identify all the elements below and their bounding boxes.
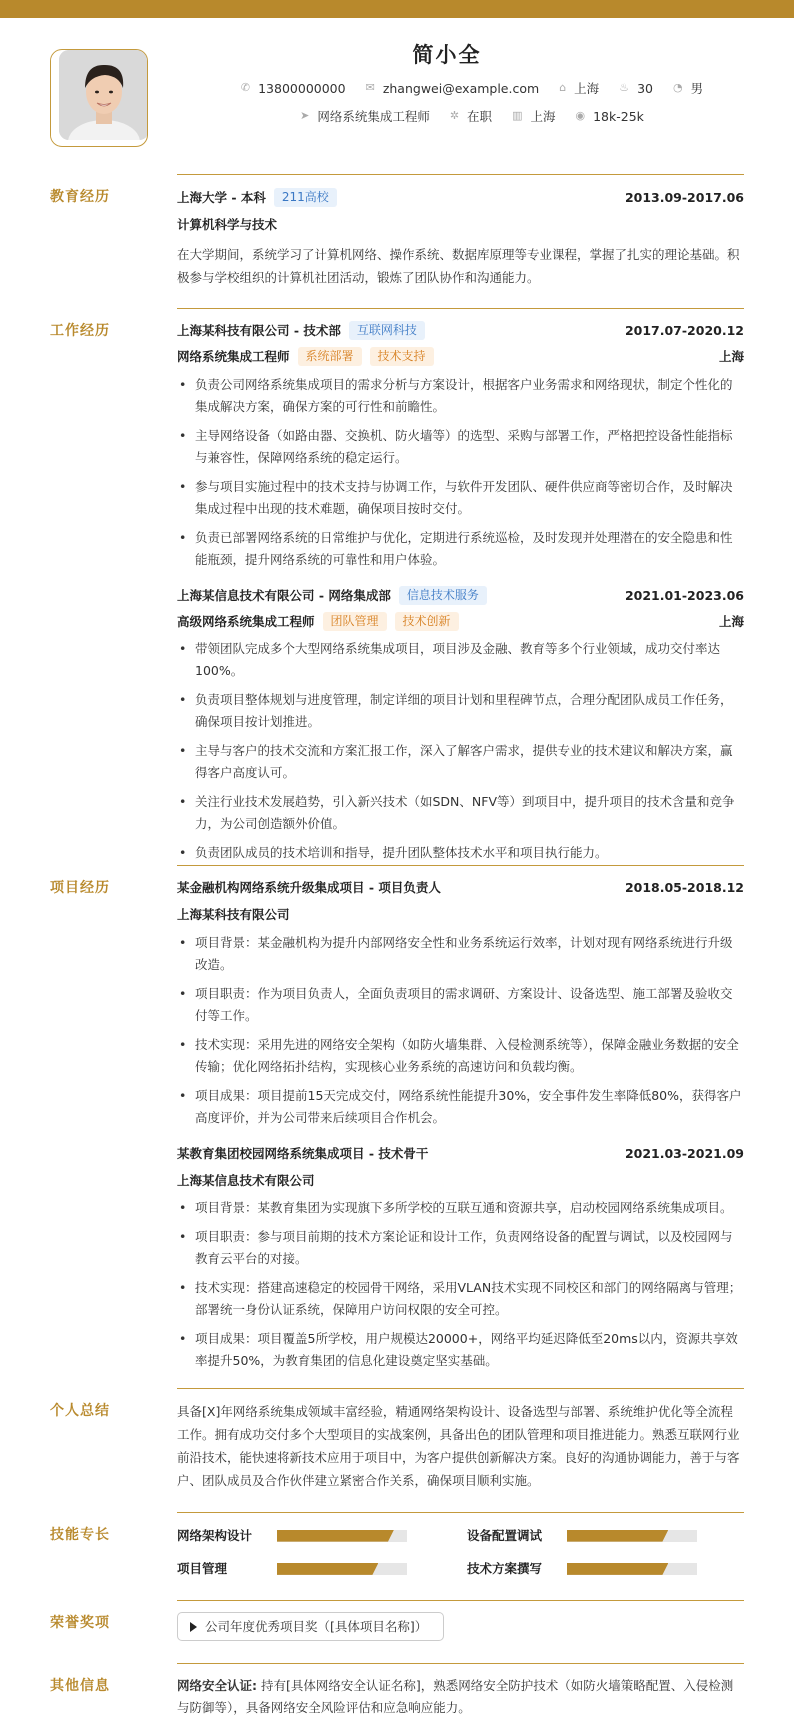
skill-bar [277,1530,407,1542]
skill-bar [277,1563,407,1575]
summary-section [177,1400,744,1492]
project-name: 某金融机构网络系统升级集成项目 - 项目负责人 [177,880,441,895]
list-item: • 参与项目实施过程中的技术支持与协调工作，与软件开发团队、硬件供应商等密切合作，及时解决集成过程中出现的技术难题，确保项目按时交付。 [177,476,744,520]
section-title-awards: 荣誉奖项 [50,1615,110,1631]
gender-text: 男 [690,81,704,96]
skill-item [177,1525,467,1546]
section-title-work: 工作经历 [50,323,110,339]
email-text: zhangwei@example.com [382,81,540,96]
job-role-row [177,611,744,632]
skill-item [467,1558,744,1579]
list-item: • 项目成果：项目覆盖5所学校，用户规模达20000+，网络平均延迟降低至20ms以内，资源共享效率提升50%，为教育集团的信息化建设奠定坚实基础。 [177,1328,744,1372]
project-header [177,1143,744,1164]
list-item: • 负责项目整体规划与进度管理，制定详细的项目计划和里程碑节点，合理分配团队成员工作任务，确保项目按计划推进。 [177,689,744,733]
job-location: 上海 [718,613,744,629]
phone-text: 13800000000 [258,81,346,96]
status-text: 在职 [467,109,493,124]
project-details [177,1197,744,1372]
education-desc: 在大学期间，系统学习了计算机网络、操作系统、数据库原理等专业课程，掌握了扎实的理论基础。积极参与学校组织的计算机社团活动，锻炼了团队协作和沟通能力。 [177,246,740,285]
awards-section [177,1612,744,1641]
job-intent-row [150,106,794,127]
skill-name: 网络架构设计 [177,1528,253,1543]
project-period: 2021.03-2021.09 [624,1145,744,1161]
project-details [177,932,744,1129]
project-company: 上海某信息技术有限公司 [177,1172,315,1188]
project-entry [177,877,744,1129]
list-item: • 项目背景：某金融机构为提升内部网络安全性和业务系统运行效率，计划对现有网络系统进行升级改造。 [177,932,744,976]
target-city-text: 上海 [530,109,556,124]
education-period: 2013.09-2017.06 [624,190,744,205]
job-role: 网络系统集成工程师 [177,349,290,365]
section-divider [177,308,744,309]
skill-item [467,1525,744,1546]
education-section [177,187,744,289]
section-title-other: 其他信息 [50,1678,110,1694]
list-item: • 主导网络设备（如路由器、交换机、防火墙等）的选型、采购与部署工作，严格把控设备性能指标与兼容性，保障网络系统的稳定运行。 [177,425,744,469]
role-tag: 团队管理 [323,612,387,631]
summary-text: 具备[X]年网络系统集成领域丰富经验，精通网络架构设计、设备选型与部署、系统维护优化等全流程工作。拥有成功交付多个大型项目的实战案例，具备出色的团队管理和项目推进能力。熟悉互联网行业前沿技术，能快速将新技术应用于项目中，为客户提供创新解决方案。良好的沟通协调能力，善于与客户、团队成员及合作伙伴建立紧密合作关系，确保项目顺利实施。 [177,1404,740,1488]
section-divider [177,1512,744,1513]
section-divider [177,174,744,175]
skill-bar-fill [567,1563,668,1575]
project-period: 2018.05-2018.12 [624,880,744,895]
school-name: 上海大学 - 本科 [177,190,266,205]
home-icon: ⌂ [559,81,567,95]
salary-text: 18k-25k [593,109,644,124]
job-header [177,585,744,606]
job-entry [177,320,744,571]
skill-bar-fill [277,1530,394,1542]
position-text: 网络系统集成工程师 [317,109,430,124]
list-item: • 项目职责：作为项目负责人，全面负责项目的需求调研、方案设计、设备选型、施工部署及验收交付等工作。 [177,983,744,1027]
list-item: • 项目成果：项目提前15天完成交付，网络系统性能提升30%，安全事件发生率降低80%，获得客户高度评价，并为公司带来后续项目合作机会。 [177,1085,744,1129]
school-tag: 211高校 [274,188,337,207]
other-text: 持有[具体网络安全认证名称]，熟悉网络安全防护技术（如防火墙策略配置、入侵检测与防御等），具备网络安全风险评估和应急响应能力。 [177,1678,734,1715]
salary-icon: ◉ [575,109,586,123]
skill-bar [567,1563,697,1575]
list-item: • 项目职责：参与项目前期的技术方案论证和设计工作，负责网络设备的配置与调试，以及校园网与教育云平台的对接。 [177,1226,744,1270]
building-icon: ▥ [512,109,523,123]
major-name: 计算机科学与技术 [177,217,278,233]
job-entry [177,585,744,865]
mail-icon: ✉ [365,81,375,95]
candidate-name: 简小全 [412,43,482,67]
job-period: 2017.07-2020.12 [624,323,744,338]
section-title-education: 教育经历 [50,189,110,205]
city-text: 上海 [574,81,600,96]
role-tag: 系统部署 [298,347,362,366]
contact-row [150,78,794,99]
company-name: 上海某科技有限公司 - 技术部 [177,323,341,338]
other-info [177,1675,744,1719]
section-divider [177,1663,744,1664]
award-text: 公司年度优秀项目奖（[具体项目名称]） [205,1619,428,1634]
role-tag: 技术支持 [370,347,434,366]
industry-tag: 信息技术服务 [399,586,487,605]
list-item: • 负责公司网络系统集成项目的需求分析与方案设计，根据客户业务需求和网络现状，制定个性化的集成解决方案，确保方案的可行性和前瞻性。 [177,374,744,418]
skill-item [177,1558,467,1579]
section-title-projects: 项目经历 [50,880,110,896]
list-item: • 技术实现：采用先进的网络安全架构（如防火墙集群、入侵检测系统等），保障金融业务数据的安全传输；优化网络拓扑结构，实现核心业务系统的高速访问和负载均衡。 [177,1034,744,1078]
job-header [177,320,744,341]
list-item: • 带领团队完成多个大型网络系统集成项目，项目涉及金融、教育等多个行业领域，成功交付率达100%。 [177,638,744,682]
list-item: • 关注行业技术发展趋势，引入新兴技术（如SDN、NFV等）到项目中，提升项目的技术含量和竞争力，为公司创造额外价值。 [177,791,744,835]
skill-name: 设备配置调试 [467,1528,543,1543]
job-role: 高级网络系统集成工程师 [177,613,315,629]
job-role-row [177,346,744,367]
list-item: • 负责已部署网络系统的日常维护与优化，定期进行系统巡检，及时发现并处理潜在的安全隐患和性能瓶颈，提升网络系统的可靠性和用户体验。 [177,527,744,571]
skill-name: 项目管理 [177,1561,228,1577]
education-header [177,187,744,208]
other-label: 网络安全认证: [177,1678,257,1693]
section-title-skills: 技能专长 [50,1527,110,1543]
skills-section [177,1525,744,1580]
gender-icon: ◔ [672,81,683,95]
cake-icon: ♨ [619,81,630,95]
resume-header [0,18,794,168]
list-item: • 负责团队成员的技术培训和指导，提升团队整体技术水平和项目执行能力。 [177,842,744,864]
expand-triangle-icon [190,1622,197,1632]
other-section [177,1675,744,1719]
skill-bar-fill [567,1530,668,1542]
job-period: 2021.01-2023.06 [624,587,744,603]
project-entry [177,1143,744,1373]
send-icon: ➤ [300,109,310,123]
project-company: 上海某科技有限公司 [177,907,290,923]
project-header [177,877,744,898]
skill-name: 技术方案撰写 [467,1561,543,1577]
section-divider [177,865,744,866]
top-accent-bar [0,0,794,18]
project-name: 某教育集团校园网络系统集成项目 - 技术骨干 [177,1145,429,1161]
projects-section [177,877,744,1379]
skill-bar [567,1530,697,1542]
skill-bar-fill [277,1563,378,1575]
list-item: • 技术实现：搭建高速稳定的校园骨干网络，采用VLAN技术实现不同校区和部门的网络隔离与管理；部署统一身份认证系统，保障用户访问权限的安全可控。 [177,1277,744,1321]
phone-icon: ✆ [240,81,251,95]
list-item: • 主导与客户的技术交流和方案汇报工作，深入了解客户需求，提供专业的技术建议和解决方案，赢得客户高度认可。 [177,740,744,784]
section-divider [177,1600,744,1601]
job-location: 上海 [718,349,744,365]
award-item[interactable] [177,1612,444,1641]
role-tag: 技术创新 [395,612,459,631]
work-section [177,320,744,871]
age-text: 30 [637,81,653,96]
status-icon: ✲ [449,109,460,123]
section-title-summary: 个人总结 [50,1403,110,1419]
section-divider [177,1388,744,1389]
job-duties [177,374,744,571]
company-name: 上海某信息技术有限公司 - 网络集成部 [177,587,391,603]
list-item: • 项目背景：某教育集团为实现旗下多所学校的互联互通和资源共享，启动校园网络系统集成项目。 [177,1197,744,1219]
skills-grid [177,1525,744,1580]
industry-tag: 互联网科技 [349,321,425,340]
job-duties [177,638,744,864]
